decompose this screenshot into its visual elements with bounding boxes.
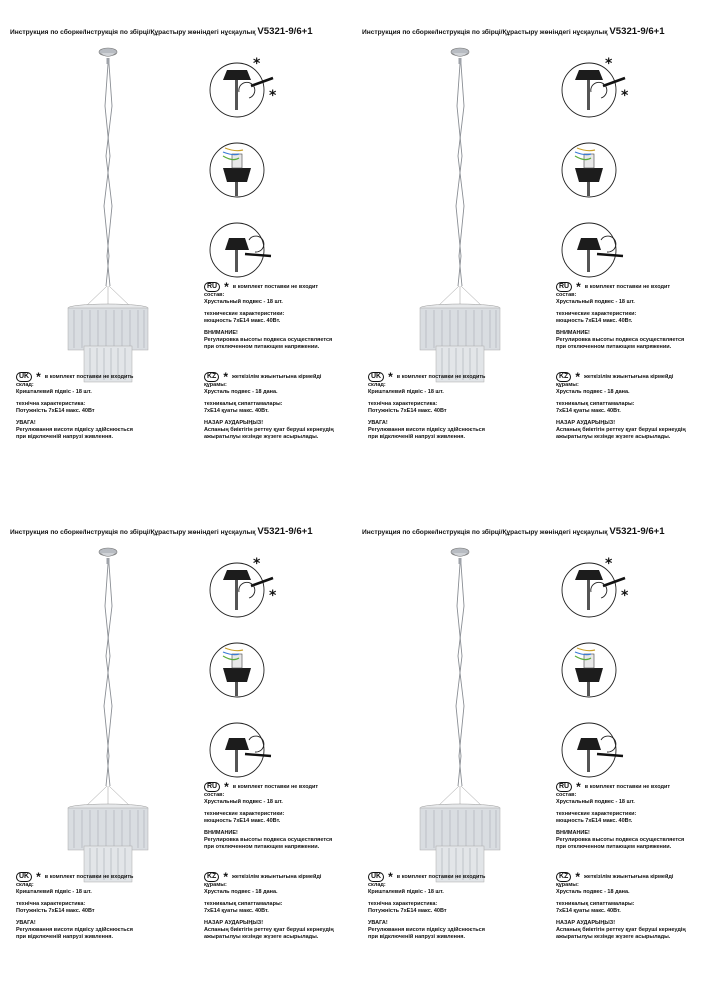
ru-specs-label: технические характеристики: — [556, 311, 637, 318]
uk-warning-text-1: Регулювання висоти підвісу здійснюється — [368, 926, 485, 933]
ru-warning-label: ВНИМАНИЕ! — [204, 330, 238, 337]
star-icon: * — [388, 370, 393, 384]
ru-composition-value: Хрустальный подвес - 18 шт. — [556, 798, 635, 805]
assembly-steps-illustration — [209, 52, 289, 292]
kz-warning-text-2: ажыратылуы кезінде жүзеге асырылады. — [556, 933, 671, 940]
assembly-steps-illustration — [561, 52, 641, 292]
kz-warning-text-2: ажыратылуы кезінде жүзеге асырылады. — [204, 433, 319, 440]
step-3-mount-canopy — [562, 723, 623, 777]
uk-specs-label: технічна характеристика: — [368, 401, 438, 408]
svg-text:*: * — [621, 88, 629, 104]
kz-composition-value: Хрусталь подвес - 18 дана. — [556, 388, 630, 395]
step-2-wiring — [210, 643, 264, 697]
svg-text:*: * — [269, 588, 277, 604]
kz-warning-text-1: Аспаның биіктігін реттеу қуат беруші кернеудің — [204, 926, 334, 933]
uk-warning-text-1: Регулювання висоти підвісу здійснюється — [16, 926, 133, 933]
kz-section — [204, 872, 354, 940]
model-number: V5321-9/6+1 — [609, 26, 665, 37]
ru-warning-text-2: при отключенном питающем напряжении. — [556, 343, 672, 350]
kz-section — [556, 872, 706, 940]
kz-composition-value: Хрусталь подвес - 18 дана. — [204, 888, 278, 895]
kz-star-note: жеткізілім жиынтығына кірмейді — [232, 873, 322, 880]
kz-specs-label: техникалық сипаттамалары: — [204, 901, 283, 908]
uk-composition-label: склад: — [368, 882, 386, 888]
svg-text:*: * — [253, 56, 261, 72]
uk-specs-value: Потужність 7хЕ14 макс. 40Вт — [16, 907, 95, 914]
ru-warning-label: ВНИМАНИЕ! — [556, 330, 590, 337]
instruction-copy-3 — [4, 520, 354, 1000]
uk-warning-text-2: при відключеній напрузі живлення. — [16, 433, 114, 440]
step-1-height-adjust — [562, 556, 629, 617]
kz-badge: KZ — [556, 372, 571, 382]
uk-specs-value: Потужність 7хЕ14 макс. 40Вт — [368, 407, 447, 414]
uk-section — [368, 872, 518, 940]
uk-warning-text-2: при відключеній напрузі живлення. — [16, 933, 114, 940]
ru-warning-text-1: Регулировка высоты подвеса осуществляется — [556, 336, 685, 343]
ru-specs-value: мощность 7хЕ14 макс. 40Вт. — [204, 817, 281, 824]
kz-specs-label: техникалық сипаттамалары: — [556, 401, 635, 408]
ru-composition-label: состав: — [204, 292, 225, 298]
step-3-mount-canopy — [210, 723, 271, 777]
ru-section — [204, 782, 354, 850]
kz-composition-label: құрамы: — [556, 882, 579, 888]
uk-composition-value: Кришталевий підвіс - 18 шт. — [16, 388, 92, 395]
uk-composition-label: склад: — [16, 382, 34, 388]
kz-composition-label: құрамы: — [204, 882, 227, 888]
svg-text:*: * — [605, 56, 613, 72]
star-icon: * — [575, 370, 581, 384]
instruction-copy-4 — [356, 520, 706, 1000]
star-icon: * — [224, 280, 229, 294]
title-text: Инструкция по сборке/Інструкція по збірці/Құрастыру жөніндегі нұсқаулық — [10, 529, 256, 536]
ru-warning-text-2: при отключенном питающем напряжении. — [556, 843, 672, 850]
step-3-mount-canopy — [210, 223, 271, 277]
kz-warning-text-1: Аспаның биіктігін реттеу қуат беруші кернеудің — [556, 426, 686, 433]
model-number: V5321-9/6+1 — [257, 26, 313, 37]
kz-section — [204, 372, 354, 440]
svg-text:*: * — [269, 88, 277, 104]
ru-badge: RU — [556, 782, 572, 792]
uk-warning-text-1: Регулювання висоти підвісу здійснюється — [16, 426, 133, 433]
uk-composition-value: Кришталевий підвіс - 18 шт. — [368, 388, 444, 395]
chandelier-illustration — [64, 546, 152, 886]
kz-section — [556, 372, 706, 440]
ru-warning-text-1: Регулировка высоты подвеса осуществляется — [204, 336, 333, 343]
kz-composition-value: Хрусталь подвес - 18 дана. — [204, 388, 278, 395]
uk-warning-label: УВАГА! — [368, 920, 388, 927]
ru-specs-label: технические характеристики: — [556, 811, 637, 818]
uk-composition-label: склад: — [368, 382, 386, 388]
kz-specs-value: 7хЕ14 қуаты макс. 40Вт. — [556, 407, 621, 414]
title-text: Инструкция по сборке/Інструкція по збірці/Құрастыру жөніндегі нұсқаулық — [362, 529, 608, 536]
star-icon: * — [576, 280, 581, 294]
chandelier-illustration — [416, 46, 504, 386]
step-3-mount-canopy — [562, 223, 623, 277]
uk-badge: UK — [368, 872, 384, 882]
kz-warning-text-1: Аспаның биіктігін реттеу қуат беруші кернеудің — [556, 926, 686, 933]
ru-composition-value: Хрустальный подвес - 18 шт. — [204, 298, 283, 305]
kz-specs-value: 7хЕ14 қуаты макс. 40Вт. — [204, 407, 269, 414]
ru-composition-label: состав: — [556, 792, 577, 798]
star-icon: * — [575, 870, 581, 884]
instruction-copy-1 — [4, 20, 354, 510]
instruction-title — [362, 26, 704, 37]
star-icon: * — [576, 780, 581, 794]
ru-specs-value: мощность 7хЕ14 макс. 40Вт. — [556, 317, 633, 324]
uk-badge: UK — [16, 372, 32, 382]
uk-specs-value: Потужність 7хЕ14 макс. 40Вт — [16, 407, 95, 414]
kz-composition-label: құрамы: — [556, 382, 579, 388]
kz-star-note: жеткізілім жиынтығына кірмейді — [584, 873, 674, 880]
kz-warning-text-2: ажыратылуы кезінде жүзеге асырылады. — [556, 433, 671, 440]
uk-specs-value: Потужність 7хЕ14 макс. 40Вт — [368, 907, 447, 914]
step-1-height-adjust — [562, 56, 629, 117]
star-icon: * — [36, 370, 41, 384]
kz-warning-label: НАЗАР АУДАРЫҢЫЗ! — [204, 420, 264, 427]
uk-specs-label: технічна характеристика: — [16, 901, 86, 908]
ru-section — [204, 282, 354, 350]
star-icon: * — [223, 870, 229, 884]
kz-specs-value: 7хЕ14 қуаты макс. 40Вт. — [204, 907, 269, 914]
model-number: V5321-9/6+1 — [609, 526, 665, 537]
uk-warning-text-1: Регулювання висоти підвісу здійснюється — [368, 426, 485, 433]
ru-warning-label: ВНИМАНИЕ! — [204, 830, 238, 837]
svg-text:*: * — [621, 588, 629, 604]
title-text: Инструкция по сборке/Інструкція по збірці/Құрастыру жөніндегі нұсқаулық — [10, 29, 256, 36]
uk-composition-value: Кришталевий підвіс - 18 шт. — [16, 888, 92, 895]
uk-specs-label: технічна характеристика: — [368, 901, 438, 908]
uk-star-note: в комплект поставки не входить — [44, 373, 134, 380]
ru-star-note: в комплект поставки не входит — [232, 283, 319, 290]
step-2-wiring — [562, 643, 616, 697]
uk-section — [16, 872, 166, 940]
star-icon: * — [224, 780, 229, 794]
uk-badge: UK — [368, 372, 384, 382]
ru-section — [556, 782, 706, 850]
svg-text:*: * — [605, 556, 613, 572]
ru-specs-label: технические характеристики: — [204, 311, 285, 318]
ru-warning-label: ВНИМАНИЕ! — [556, 830, 590, 837]
uk-composition-label: склад: — [16, 882, 34, 888]
ru-warning-text-1: Регулировка высоты подвеса осуществляется — [556, 836, 685, 843]
instruction-title — [10, 526, 352, 537]
ru-composition-label: состав: — [204, 792, 225, 798]
kz-specs-label: техникалық сипаттамалары: — [556, 901, 635, 908]
kz-warning-text-2: ажыратылуы кезінде жүзеге асырылады. — [204, 933, 319, 940]
ru-warning-text-2: при отключенном питающем напряжении. — [204, 343, 320, 350]
uk-star-note: в комплект поставки не входить — [44, 873, 134, 880]
star-icon: * — [223, 370, 229, 384]
ru-section — [556, 282, 706, 350]
ru-star-note: в комплект поставки не входит — [584, 283, 671, 290]
uk-section — [368, 372, 518, 440]
uk-composition-value: Кришталевий підвіс - 18 шт. — [368, 888, 444, 895]
step-2-wiring — [210, 143, 264, 197]
ru-specs-value: мощность 7хЕ14 макс. 40Вт. — [204, 317, 281, 324]
kz-specs-label: техникалық сипаттамалары: — [204, 401, 283, 408]
instruction-title — [362, 526, 704, 537]
kz-composition-label: құрамы: — [204, 382, 227, 388]
step-2-wiring — [562, 143, 616, 197]
ru-badge: RU — [556, 282, 572, 292]
kz-warning-label: НАЗАР АУДАРЫҢЫЗ! — [556, 920, 616, 927]
instruction-title — [10, 26, 352, 37]
instruction-copy-2 — [356, 20, 706, 510]
chandelier-illustration — [416, 546, 504, 886]
kz-composition-value: Хрусталь подвес - 18 дана. — [556, 888, 630, 895]
star-icon: * — [388, 870, 393, 884]
uk-warning-label: УВАГА! — [368, 420, 388, 427]
ru-composition-label: состав: — [556, 292, 577, 298]
uk-star-note: в комплект поставки не входить — [396, 873, 486, 880]
assembly-steps-illustration — [561, 552, 641, 792]
assembly-steps-illustration — [209, 552, 289, 792]
step-1-height-adjust — [210, 556, 277, 617]
svg-text:*: * — [253, 556, 261, 572]
ru-star-note: в комплект поставки не входит — [584, 783, 671, 790]
kz-warning-label: НАЗАР АУДАРЫҢЫЗ! — [556, 420, 616, 427]
ru-badge: RU — [204, 282, 220, 292]
ru-specs-value: мощность 7хЕ14 макс. 40Вт. — [556, 817, 633, 824]
uk-star-note: в комплект поставки не входить — [396, 373, 486, 380]
uk-specs-label: технічна характеристика: — [16, 401, 86, 408]
uk-warning-text-2: при відключеній напрузі живлення. — [368, 933, 466, 940]
kz-warning-label: НАЗАР АУДАРЫҢЫЗ! — [204, 920, 264, 927]
kz-specs-value: 7хЕ14 қуаты макс. 40Вт. — [556, 907, 621, 914]
ru-warning-text-1: Регулировка высоты подвеса осуществляется — [204, 836, 333, 843]
uk-warning-label: УВАГА! — [16, 920, 36, 927]
uk-warning-text-2: при відключеній напрузі живлення. — [368, 433, 466, 440]
kz-badge: KZ — [556, 872, 571, 882]
title-text: Инструкция по сборке/Інструкція по збірці/Құрастыру жөніндегі нұсқаулық — [362, 29, 608, 36]
uk-badge: UK — [16, 872, 32, 882]
ru-badge: RU — [204, 782, 220, 792]
uk-warning-label: УВАГА! — [16, 420, 36, 427]
chandelier-illustration — [64, 46, 152, 386]
ru-star-note: в комплект поставки не входит — [232, 783, 319, 790]
kz-badge: KZ — [204, 872, 219, 882]
model-number: V5321-9/6+1 — [257, 526, 313, 537]
step-1-height-adjust — [210, 56, 277, 117]
kz-star-note: жеткізілім жиынтығына кірмейді — [584, 373, 674, 380]
kz-badge: KZ — [204, 372, 219, 382]
uk-section — [16, 372, 166, 440]
ru-composition-value: Хрустальный подвес - 18 шт. — [556, 298, 635, 305]
ru-specs-label: технические характеристики: — [204, 811, 285, 818]
ru-warning-text-2: при отключенном питающем напряжении. — [204, 843, 320, 850]
kz-warning-text-1: Аспаның биіктігін реттеу қуат беруші кернеудің — [204, 426, 334, 433]
ru-composition-value: Хрустальный подвес - 18 шт. — [204, 798, 283, 805]
kz-star-note: жеткізілім жиынтығына кірмейді — [232, 373, 322, 380]
star-icon: * — [36, 870, 41, 884]
